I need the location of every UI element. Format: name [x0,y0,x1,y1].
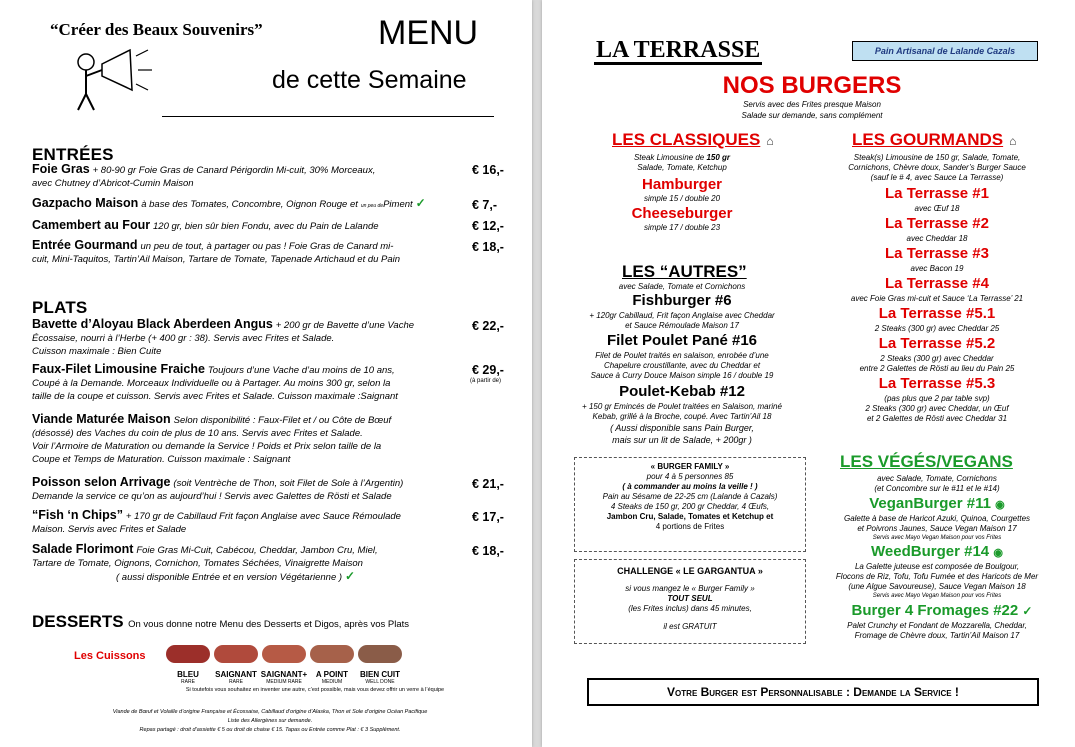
terrasse-3-desc: avec Bacon 19 [910,264,964,273]
classiques-heading: LES CLASSIQUES ⌂ [612,130,774,149]
hamburger-price: simple 15 / double 20 [643,194,721,203]
terrasse-2-name: La Terrasse #2 [885,215,989,232]
poulet-kebab-name: Poulet-Kebab #12 [619,383,745,400]
plat-poisson: Poisson selon Arrivage (soit Ventrèche de Thon, soit Filet de Sole à l’Argentin) Demande la service ce qu’on as aujourd’hui ! Servis avec Galettes de Rösti et Salade [32,475,404,502]
customize-banner: Votre Burger est Personnalisable : Demande la Service ! [587,678,1039,706]
price-salade-florimont: € 18,- [472,544,504,558]
cuissons-title: Les Cuissons [74,650,146,662]
cuisson-bien-cuit: BIEN CUIT WELL DONE [360,670,400,685]
cuisson-saignant-plus: SAIGNANT+ MEDIUM RARE [260,670,308,685]
veges-desc: avec Salade, Tomate, Cornichons (et Concombre sur le #11 et le #14) [874,474,1000,493]
swatch-bleu [166,645,210,663]
weed-burger-desc: La Galette juteuse est composée de Boulgour, Flocons de Riz, Tofu, Tofu Fumée et des Haricots de Mer (une Algue Savoureuse), Sauce Vegan Maison 18 Servis avec Mayo Vegan Maison pour vos Frites [835,562,1039,599]
terrasse-51-name: La Terrasse #5.1 [878,305,996,322]
cloche-icon: ⌂ [1009,134,1017,148]
cuissons-swatches [166,645,406,668]
terrasse-52-desc: 2 Steaks (300 gr) avec Cheddar entre 2 Galettes de Rösti au lieu du Pain 25 [859,354,1015,373]
entree-gourmand: Entrée Gourmand un peu de tout, à partager ou pas ! Foie Gras de Canard mi- cuit, Mini-Taquitos, Tartin’Ail Maison, Tartare de Tomate, Tapenade Artichaud et du Pain [32,238,401,265]
swatch-bien-cuit [358,645,402,663]
plats-heading: PLATS [32,298,88,317]
price-faux-filet: € 29,- [472,363,504,377]
cuisson-bleu: BLEU RARE [177,670,199,685]
plat-bavette: Bavette d’Aloyau Black Aberdeen Angus + 200 gr de Bavette d’une Vache Écossaise, nourri à l’Herbe (+ 400 gr : 38). Servis avec Frites et Salade. Cuisson maximale : Bien Cuite [32,317,415,357]
terrasse-4-name: La Terrasse #4 [885,275,989,292]
weed-burger-name: WeedBurger #14 ◉ [871,543,1003,560]
plat-fish-n-chips: “Fish ‘n Chips” + 170 gr de Cabillaud Frit façon Anglaise avec Sauce Rémoulade Maison. Servis avec Frites et Salade [32,508,401,535]
terrasse-53-desc: (pas plus que 2 par table svp) 2 Steaks (300 gr) avec Cheddar, un Œuf et 2 Galettes de Rösti avec Cheddar 31 [865,394,1009,423]
gourmands-heading: LES GOURMANDS ⌂ [852,130,1017,149]
bread-badge: Pain Artisanal de Lalande Cazals [852,41,1038,61]
cuisson-saignant: SAIGNANT RARE [215,670,257,685]
vegan-icon: ◉ [993,547,1003,559]
entree-foie-gras: Foie Gras + 80-90 gr Foie Gras de Canard Périgordin Mi-cuit, 30% Morceaux, avec Chutney d’Abricot-Cumin Maison [32,162,376,189]
poulet-pane-name: Filet Poulet Pané #16 [606,332,758,349]
4-fromages-desc: Palet Crunchy et Fondant de Mozzarella, Cheddar, Fromage de Chèvre doux, Tartin’Ail Maison 17 [847,621,1027,640]
price-camembert: € 12,- [472,219,504,233]
entrees-heading: ENTRÉES [32,145,114,164]
menu-subtitle: de cette Semaine [272,66,467,94]
burgers-title: NOS BURGERS [722,72,902,99]
challenge-box: CHALLENGE « LE GARGANTUA » si vous mangez le « Burger Family » TOUT SEUL (les Frites inclus) dans 45 minutes, il est GRATUIT [574,559,806,644]
gourmands-desc: Steak(s) Limousine de 150 gr, Salade, Tomate, Cornichons, Chèvre doux, Sander’s Burger Sauce (sauf le # 4, avec Sauce La Terrasse) [848,153,1026,182]
header-divider [162,116,494,117]
left-menu-page [0,0,532,747]
menu-title: MENU [378,14,479,52]
burger-family-box: « BURGER FAMILY » pour 4 à 5 personnes 85 ( à commander au moins la veille ! ) Pain au Sésame de 22-25 cm (Lalande à Cazals) 4 Steaks de 150 gr, 200 gr Cheddar, 4 Œufs, Jambon Cru, Salade, Tomates et Ketchup et 4 portions de Frites [574,457,806,552]
cuissons-note: Si toutefois vous souhaitez en inventer une autre, c’est possible, mais vous devez offrir un verre à l’équipe [185,687,445,693]
footer-notes: Viande de Bœuf et Volaille d’origine Française et Écossaise, Cabillaud d’origine d’Alaska, Thon et Sole d’origine Océan Pacifique Liste des Allergènes sur demande. Repas partagé : droit d’assiette € 5 ou droit de chaise € 15. Tapas ou Entrée comme Plat : € 3 Supplément. [112,709,428,733]
plat-salade-florimont: Salade Florimont Foie Gras Mi-Cuit, Cabécou, Cheddar, Jambon Cru, Miel, Tartare de Tomate, Oignons, Cornichon, Tomates Séchées, Vinaigrette Maison ( aussi disponible Entrée et en version Végétarienne ) ✓ [32,542,378,583]
terrasse-4-desc: avec Foie Gras mi-cuit et Sauce ‘La Terrasse’ 21 [850,294,1024,303]
desserts-line [32,612,409,632]
leaf-icon: ✓ [344,569,356,583]
price-fish-n-chips: € 17,- [472,510,504,524]
leaf-icon: ✓ [1022,604,1033,618]
vegan-burger-desc: Galette à base de Haricot Azuki, Quinoa, Courgettes et Poivrons Jaunes, Sauce Vegan Maison 17 Servis avec Mayo Vegan Maison pour vos Frites [843,514,1031,541]
price-poisson: € 21,- [472,477,504,491]
terrasse-2-desc: avec Cheddar 18 [906,234,968,243]
price-foie-gras: € 16,- [472,163,504,177]
price-note-faux-filet: (à partir de) [470,378,502,384]
fishburger-desc: + 120gr Cabillaud, Frit façon Anglaise avec Cheddar et Sauce Rémoulade Maison 17 [589,311,775,330]
poulet-pane-desc: Filet de Poulet traités en salaison, enrobée d’une Chapelure croustillante, avec du Cheddar et Sauce à Curry Douce Maison simple 16 / double 19 [590,351,774,380]
autres-desc: avec Salade, Tomate et Cornichons [618,282,746,291]
vegan-burger-name: VeganBurger #11 ◉ [869,495,1005,512]
desserts-desc: On vous donne notre Menu des Desserts et Digos, après vos Plats [128,619,410,630]
leaf-icon: ✓ [415,196,426,210]
classiques-desc: Steak Limousine de 150 gr Salade, Tomate, Ketchup [633,153,731,172]
terrasse-53-name: La Terrasse #5.3 [878,375,996,392]
cloche-icon: ⌂ [766,134,774,148]
burgers-subtitle: Servis avec des Frites presque Maison Salade sur demande, sans complément [741,100,883,120]
la-terrasse-logo: LA TERRASSE [596,37,761,63]
hamburger-name: Hamburger [641,176,723,193]
terrasse-3-name: La Terrasse #3 [885,245,989,262]
cuisson-a-point: A POINT MEDIUM [315,670,349,685]
entree-camembert: Camembert au Four 120 gr, bien sûr bien Fondu, avec du Pain de Lalande [32,218,379,232]
terrasse-1-name: La Terrasse #1 [885,185,989,202]
terrasse-52-name: La Terrasse #5.2 [878,335,996,352]
vegan-icon: ◉ [995,499,1005,511]
fishburger-name: Fishburger #6 [632,292,732,309]
terrasse-1-desc: avec Œuf 18 [914,204,960,213]
megaphone-man-icon [58,42,158,114]
entree-gazpacho: Gazpacho Maison à base des Tomates, Concombre, Oignon Rouge et un peu dePiment ✓ [32,196,426,210]
plat-faux-filet: Faux-Filet Limousine Fraiche Toujours d’une Vache d’au moins de 10 ans, Coupé à la Demande. Morceaux Individuelle ou à Partager. Au moins 300 gr, selon la taille de la coupe et cuisson. Servis avec Frites et Salade. Cuisson maximale :Saignant [32,362,398,402]
cheeseburger-price: simple 17 / double 23 [643,223,721,232]
veges-heading: LES VÉGÉS/VEGANS [840,452,1013,471]
price-bavette: € 22,- [472,319,504,333]
swatch-a-point [310,645,354,663]
right-burger-page [542,0,1075,747]
slogan: “Créer des Beaux Souvenirs” [50,20,263,39]
swatch-saignant [214,645,258,663]
cheeseburger-name: Cheeseburger [631,205,733,222]
price-gourmand: € 18,- [472,240,504,254]
terrasse-51-desc: 2 Steaks (300 gr) avec Cheddar 25 [874,324,1000,333]
autres-heading: LES “AUTRES” [622,262,747,281]
4-fromages-name: Burger 4 Fromages #22 ✓ [851,602,1033,619]
desserts-heading: DESSERTS [32,612,124,631]
plat-viande-maturee: Viande Maturée Maison Selon disponibilité : Faux-Filet et / ou Côte de Bœuf (désossé) des Vaches du coin de plus de 10 ans. Servis avec Frites et Salade. Voir l’Armoire de Maturation ou demande la Service ! Poids et Prix selon taille de la Coupe et Temps de Maturation. Cuisson maximale : Saignant [32,412,392,465]
poulet-kebab-desc: + 150 gr Emincés de Poulet traitées en Salaison, mariné Kebab, grillé à la Broche, coupé. Avec Tartin’Ail 18 ( Aussi disponible sans Pain Burger, mais sur un lit de Salade, + 200gr ) [582,402,782,445]
swatch-saignant-plus [262,645,306,663]
price-gazpacho: € 7,- [472,198,498,212]
